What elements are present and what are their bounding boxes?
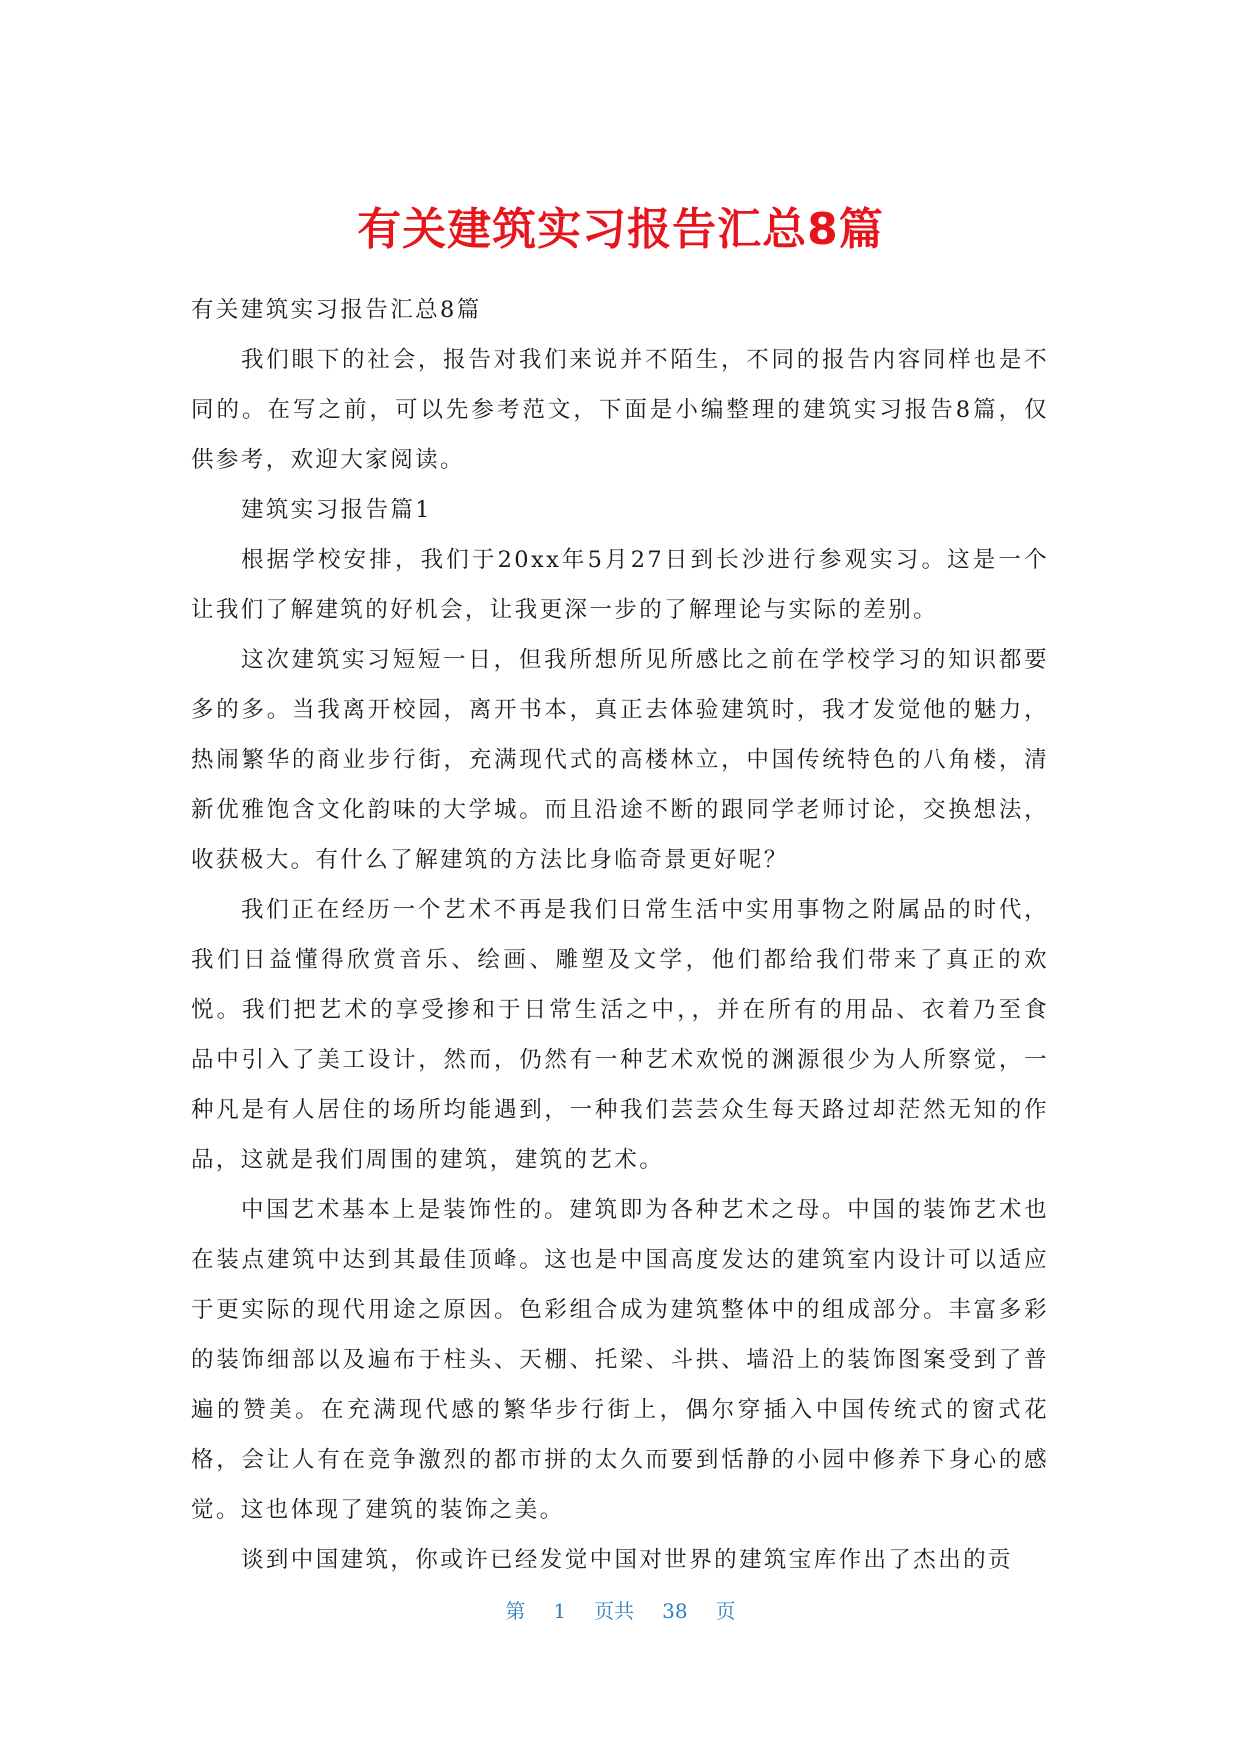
document-title: 有关建筑实习报告汇总8篇 [357,204,884,255]
intro-paragraph: 我们眼下的社会，报告对我们来说并不陌生，不同的报告内容同样也是不同的。在写之前，可以先参考范文，下面是小编整理的建筑实习报告8篇，仅供参考，欢迎大家阅读。 [191,347,1049,473]
body-paragraph: 根据学校安排，我们于20xx年5月27日到长沙进行参观实习。这是一个让我们了解建筑的好机会，让我更深一步的了解理论与实际的差别。 [191,547,1049,623]
body-paragraph: 中国艺术基本上是装饰性的。建筑即为各种艺术之母。中国的装饰艺术也在装点建筑中达到其最佳顶峰。这也是中国高度发达的建筑室内设计可以适应于更实际的现代用途之原因。色彩组合成为建筑整体中的组成部分。丰富多彩的装饰细部以及遍布于柱头、天棚、托梁、斗拱、墙沿上的装饰图案受到了普遍的赞美。在充满现代感的繁华步行街上，偶尔穿插入中国传统式的窗式花格，会让人有在竞争激烈的都市拼的太久而要到恬静的小园中修养下身心的感觉。这也体现了建筑的装饰之美。 [191,1197,1049,1523]
footer-total-pages: 38 [662,1599,688,1623]
body-paragraph: 谈到中国建筑，你或许已经发觉中国对世界的建筑宝库作出了杰出的贡 [241,1547,1013,1573]
document-body [191,285,1049,1585]
subtitle-paragraph: 有关建筑实习报告汇总8篇 [191,297,482,323]
footer-page-suffix: 页 [715,1599,736,1623]
footer-page-number: 1 [553,1599,567,1623]
body-paragraph: 我们正在经历一个艺术不再是我们日常生活中实用事物之附属品的时代，我们日益懂得欣赏音乐、绘画、雕塑及文学，他们都给我们带来了真正的欢悦。我们把艺术的享受掺和于日常生活之中，，并在所有的用品、衣着乃至食品中引入了美工设计，然而，仍然有一种艺术欢悦的渊源很少为人所察觉，一种凡是有人居住的场所均能遇到，一种我们芸芸众生每天路过却茫然无知的作品，这就是我们周围的建筑，建筑的艺术。 [191,897,1049,1173]
page-footer [0,1595,1241,1624]
footer-page-middle: 页共 [594,1599,635,1623]
body-paragraph: 这次建筑实习短短一日，但我所想所见所感比之前在学校学习的知识都要多的多。当我离开校园，离开书本，真正去体验建筑时，我才发觉他的魅力，热闹繁华的商业步行街，充满现代式的高楼林立，中国传统特色的八角楼，清新优雅饱含文化韵味的大学城。而且沿途不断的跟同学老师讨论，交换想法，收获极大。有什么了解建筑的方法比身临奇景更好呢？ [191,647,1049,873]
footer-page-prefix: 第 [505,1599,526,1623]
section-heading: 建筑实习报告篇1 [241,497,433,523]
